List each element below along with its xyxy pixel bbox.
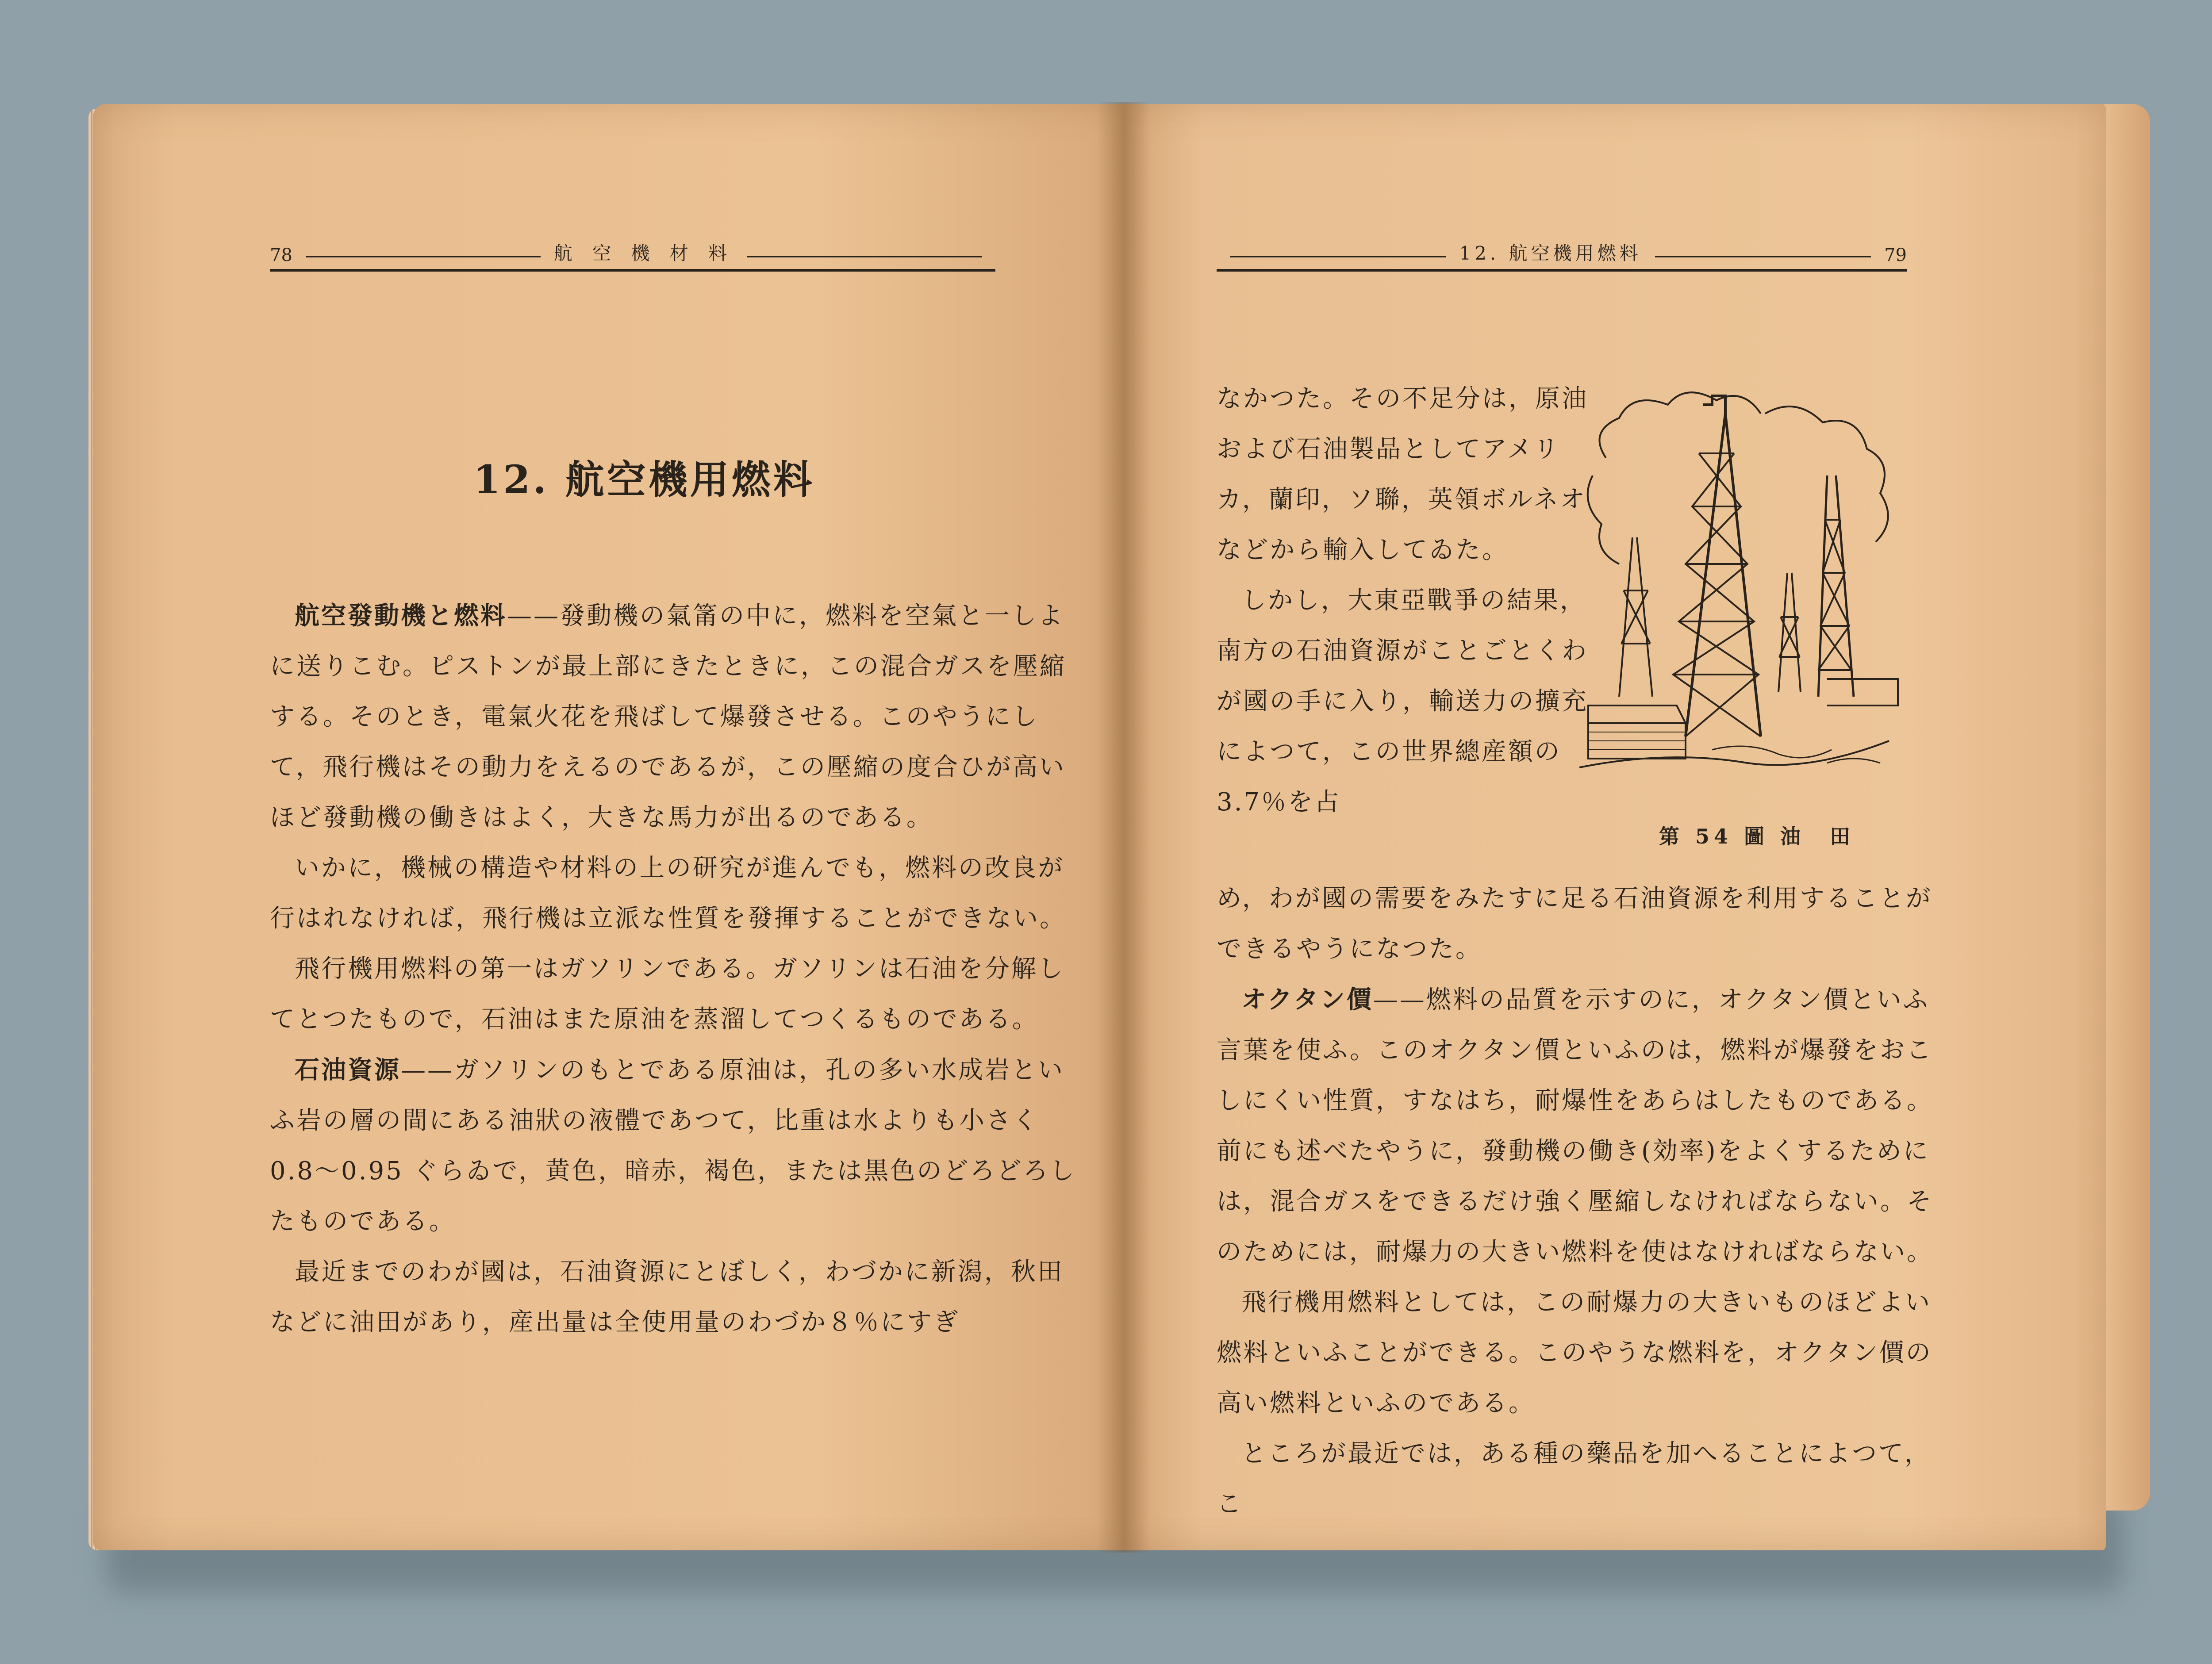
paragraph: め，わが國の需要をみたすに足る石油資源を利用することができるやうになつた。 [1217, 884, 1932, 963]
right-running-title: 12. 航空機用燃料 [1459, 242, 1642, 264]
left-page-number: 78 [270, 245, 292, 265]
paragraph: 石油資源——ガソリンのもとである原油は，孔の多い水成岩といふ岩の層の間にある油狀の液體であつて，比重は水よりも小さく 0.8〜0.95 ぐらゐで，黄色，暗赤，褐色，または黒色のどろどろしたものである。 [270, 1055, 1076, 1236]
left-running-title: 航 空 機 材 料 [553, 242, 734, 264]
section-heading: 石油資源 [295, 1055, 401, 1085]
oil-field-figure-icon [1579, 387, 1916, 785]
right-page-number: 79 [1884, 245, 1907, 265]
paragraph: なかつた。その不足分は，原油および石油製品としてアメリカ，蘭印，ソ聯，英領ボルネオなどから輸入してゐた。 [1217, 384, 1588, 564]
section-heading: オクタン價 [1241, 985, 1373, 1014]
right-bottom-text [1217, 874, 1933, 1530]
section-heading: 航空發動機と燃料 [295, 601, 507, 630]
left-page [93, 104, 1124, 1550]
right-top-text [1217, 374, 1597, 828]
right-page [1124, 104, 2106, 1550]
right-running-header [1217, 230, 1907, 272]
header-rule [747, 256, 982, 257]
paragraph: いかに，機械の構造や材料の上の研究が進んでも，燃料の改良が行はれなければ，飛行機は立派な性質を發揮することができない。 [270, 854, 1066, 933]
paragraph: 最近までのわが國は，石油資源にとぼしく，わづかに新潟，秋田などに油田があり，産出量は全使用量のわづか８％にすぎ [270, 1258, 1064, 1337]
header-rule [1230, 256, 1446, 257]
paragraph: 飛行機用燃料の第一はガソリンである。ガソリンは石油を分解してとつたもので，石油はまた原油を蒸溜してつくるものである。 [270, 955, 1064, 1034]
paragraph: 飛行機用燃料としては，この耐爆力の大きいものほどよい燃料といふことができる。このやうな燃料を，オクタン價の高い燃料といふのである。 [1217, 1288, 1932, 1418]
book-gutter [1097, 102, 1150, 1553]
paragraph: 航空發動機と燃料——發動機の氣筩の中に，燃料を空氣と一しよに送りこむ。ピストンが最上部にきたときに，この混合ガスを壓縮する。そのとき，電氣火花を飛ばして爆發させる。このやうにして，飛行機はその動力をえるのであるが，この壓縮の度合ひが高いほど發動機の働きはよく，大きな馬力が出るのである。 [270, 601, 1066, 832]
left-running-header [270, 230, 995, 272]
paragraph: オクタン價——燃料の品質を示すのに，オクタン價といふ言葉を使ふ。このオクタン價といふのは，燃料が爆發をおこしにくい性質，すなはち，耐爆性をあらはしたものである。前にも述べたやうに，發動機の働き(効率)をよくするためには，混合ガスをできるだけ強く壓縮しなければならない。そのためには，耐爆力の大きい燃料を使はなければならない。 [1217, 985, 1933, 1266]
chapter-title: 12. 航空機用燃料 [473, 456, 815, 502]
figure-caption: 第 54 圖 油 田 [1659, 824, 1855, 848]
paragraph: しかし，大東亞戰爭の結果，南方の石油資源がことごとくわが國の手に入り，輸送力の擴充によつて，この世界總産額の 3.7％を占 [1217, 586, 1588, 817]
header-rule [1655, 256, 1871, 257]
oil-derricks-illustration [1579, 387, 1916, 794]
header-rule [306, 256, 541, 257]
paragraph: ところが最近では，ある種の藥品を加へることによつて，こ [1217, 1439, 1931, 1518]
left-body-text [270, 590, 1088, 1348]
